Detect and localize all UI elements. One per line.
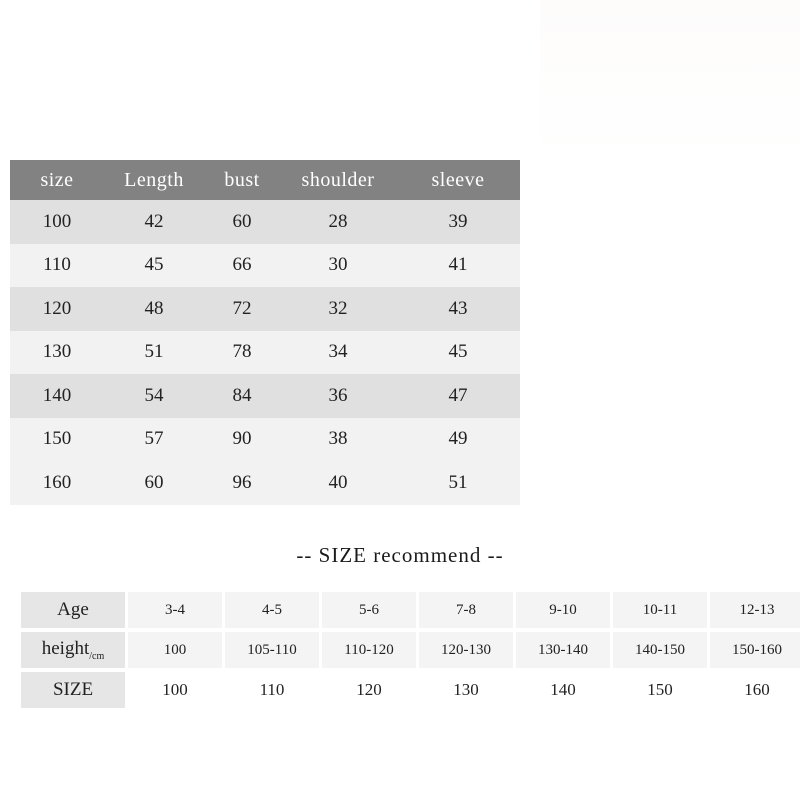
cell-shoulder: 40 — [280, 461, 396, 505]
cell-size: 130 — [419, 672, 513, 708]
table-row — [10, 200, 520, 244]
cell-length: 45 — [104, 244, 204, 288]
size-chart-table — [10, 160, 520, 505]
recommend-height-row — [21, 632, 800, 668]
cell-height: 120-130 — [419, 632, 513, 668]
cell-size: 100 — [10, 200, 104, 244]
row-label-size: SIZE — [21, 672, 125, 708]
row-label-height-unit: /cm — [89, 650, 105, 662]
cell-bust: 66 — [204, 244, 280, 288]
cell-size: 130 — [10, 331, 104, 375]
cell-size: 110 — [10, 244, 104, 288]
cell-height: 105-110 — [225, 632, 319, 668]
recommend-age-row — [21, 592, 800, 628]
cell-shoulder: 36 — [280, 374, 396, 418]
cell-height: 130-140 — [516, 632, 610, 668]
recommend-size-row — [21, 672, 800, 708]
table-row — [10, 418, 520, 462]
cell-age: 12-13 — [710, 592, 800, 628]
cell-size: 150 — [613, 672, 707, 708]
cell-bust: 84 — [204, 374, 280, 418]
size-chart-header-row — [10, 160, 520, 200]
table-row — [10, 374, 520, 418]
cell-length: 54 — [104, 374, 204, 418]
cell-sleeve: 51 — [396, 461, 520, 505]
cell-sleeve: 45 — [396, 331, 520, 375]
cell-height: 100 — [128, 632, 222, 668]
table-row — [10, 461, 520, 505]
column-header-bust: bust — [204, 160, 280, 200]
cell-length: 57 — [104, 418, 204, 462]
cell-shoulder: 32 — [280, 287, 396, 331]
cell-sleeve: 39 — [396, 200, 520, 244]
cell-height: 150-160 — [710, 632, 800, 668]
cell-length: 42 — [104, 200, 204, 244]
cell-bust: 96 — [204, 461, 280, 505]
cell-size: 120 — [10, 287, 104, 331]
cell-shoulder: 30 — [280, 244, 396, 288]
cell-sleeve: 47 — [396, 374, 520, 418]
cell-bust: 72 — [204, 287, 280, 331]
cell-length: 48 — [104, 287, 204, 331]
cell-size: 100 — [128, 672, 222, 708]
table-row — [10, 331, 520, 375]
size-recommend-table — [18, 588, 800, 712]
size-recommend-title: -- SIZE recommend -- — [296, 543, 504, 567]
cell-sleeve: 41 — [396, 244, 520, 288]
cell-age: 7-8 — [419, 592, 513, 628]
cell-age: 9-10 — [516, 592, 610, 628]
background-tint — [540, 0, 800, 160]
cell-bust: 78 — [204, 331, 280, 375]
table-row — [10, 287, 520, 331]
column-header-length: Length — [104, 160, 204, 200]
cell-age: 4-5 — [225, 592, 319, 628]
cell-size: 120 — [322, 672, 416, 708]
cell-age: 5-6 — [322, 592, 416, 628]
cell-sleeve: 49 — [396, 418, 520, 462]
cell-size: 150 — [10, 418, 104, 462]
cell-shoulder: 28 — [280, 200, 396, 244]
cell-size: 140 — [10, 374, 104, 418]
row-label-height — [21, 632, 125, 668]
column-header-size: size — [10, 160, 104, 200]
cell-age: 10-11 — [613, 592, 707, 628]
cell-shoulder: 34 — [280, 331, 396, 375]
cell-size: 160 — [710, 672, 800, 708]
cell-height: 140-150 — [613, 632, 707, 668]
cell-bust: 60 — [204, 200, 280, 244]
cell-length: 51 — [104, 331, 204, 375]
column-header-sleeve: sleeve — [396, 160, 520, 200]
cell-height: 110-120 — [322, 632, 416, 668]
cell-length: 60 — [104, 461, 204, 505]
cell-size: 110 — [225, 672, 319, 708]
column-header-shoulder: shoulder — [280, 160, 396, 200]
cell-size: 140 — [516, 672, 610, 708]
row-label-height-text: height — [41, 638, 90, 660]
cell-size: 160 — [10, 461, 104, 505]
cell-shoulder: 38 — [280, 418, 396, 462]
table-row — [10, 244, 520, 288]
cell-sleeve: 43 — [396, 287, 520, 331]
cell-age: 3-4 — [128, 592, 222, 628]
row-label-age: Age — [21, 592, 125, 628]
cell-bust: 90 — [204, 418, 280, 462]
